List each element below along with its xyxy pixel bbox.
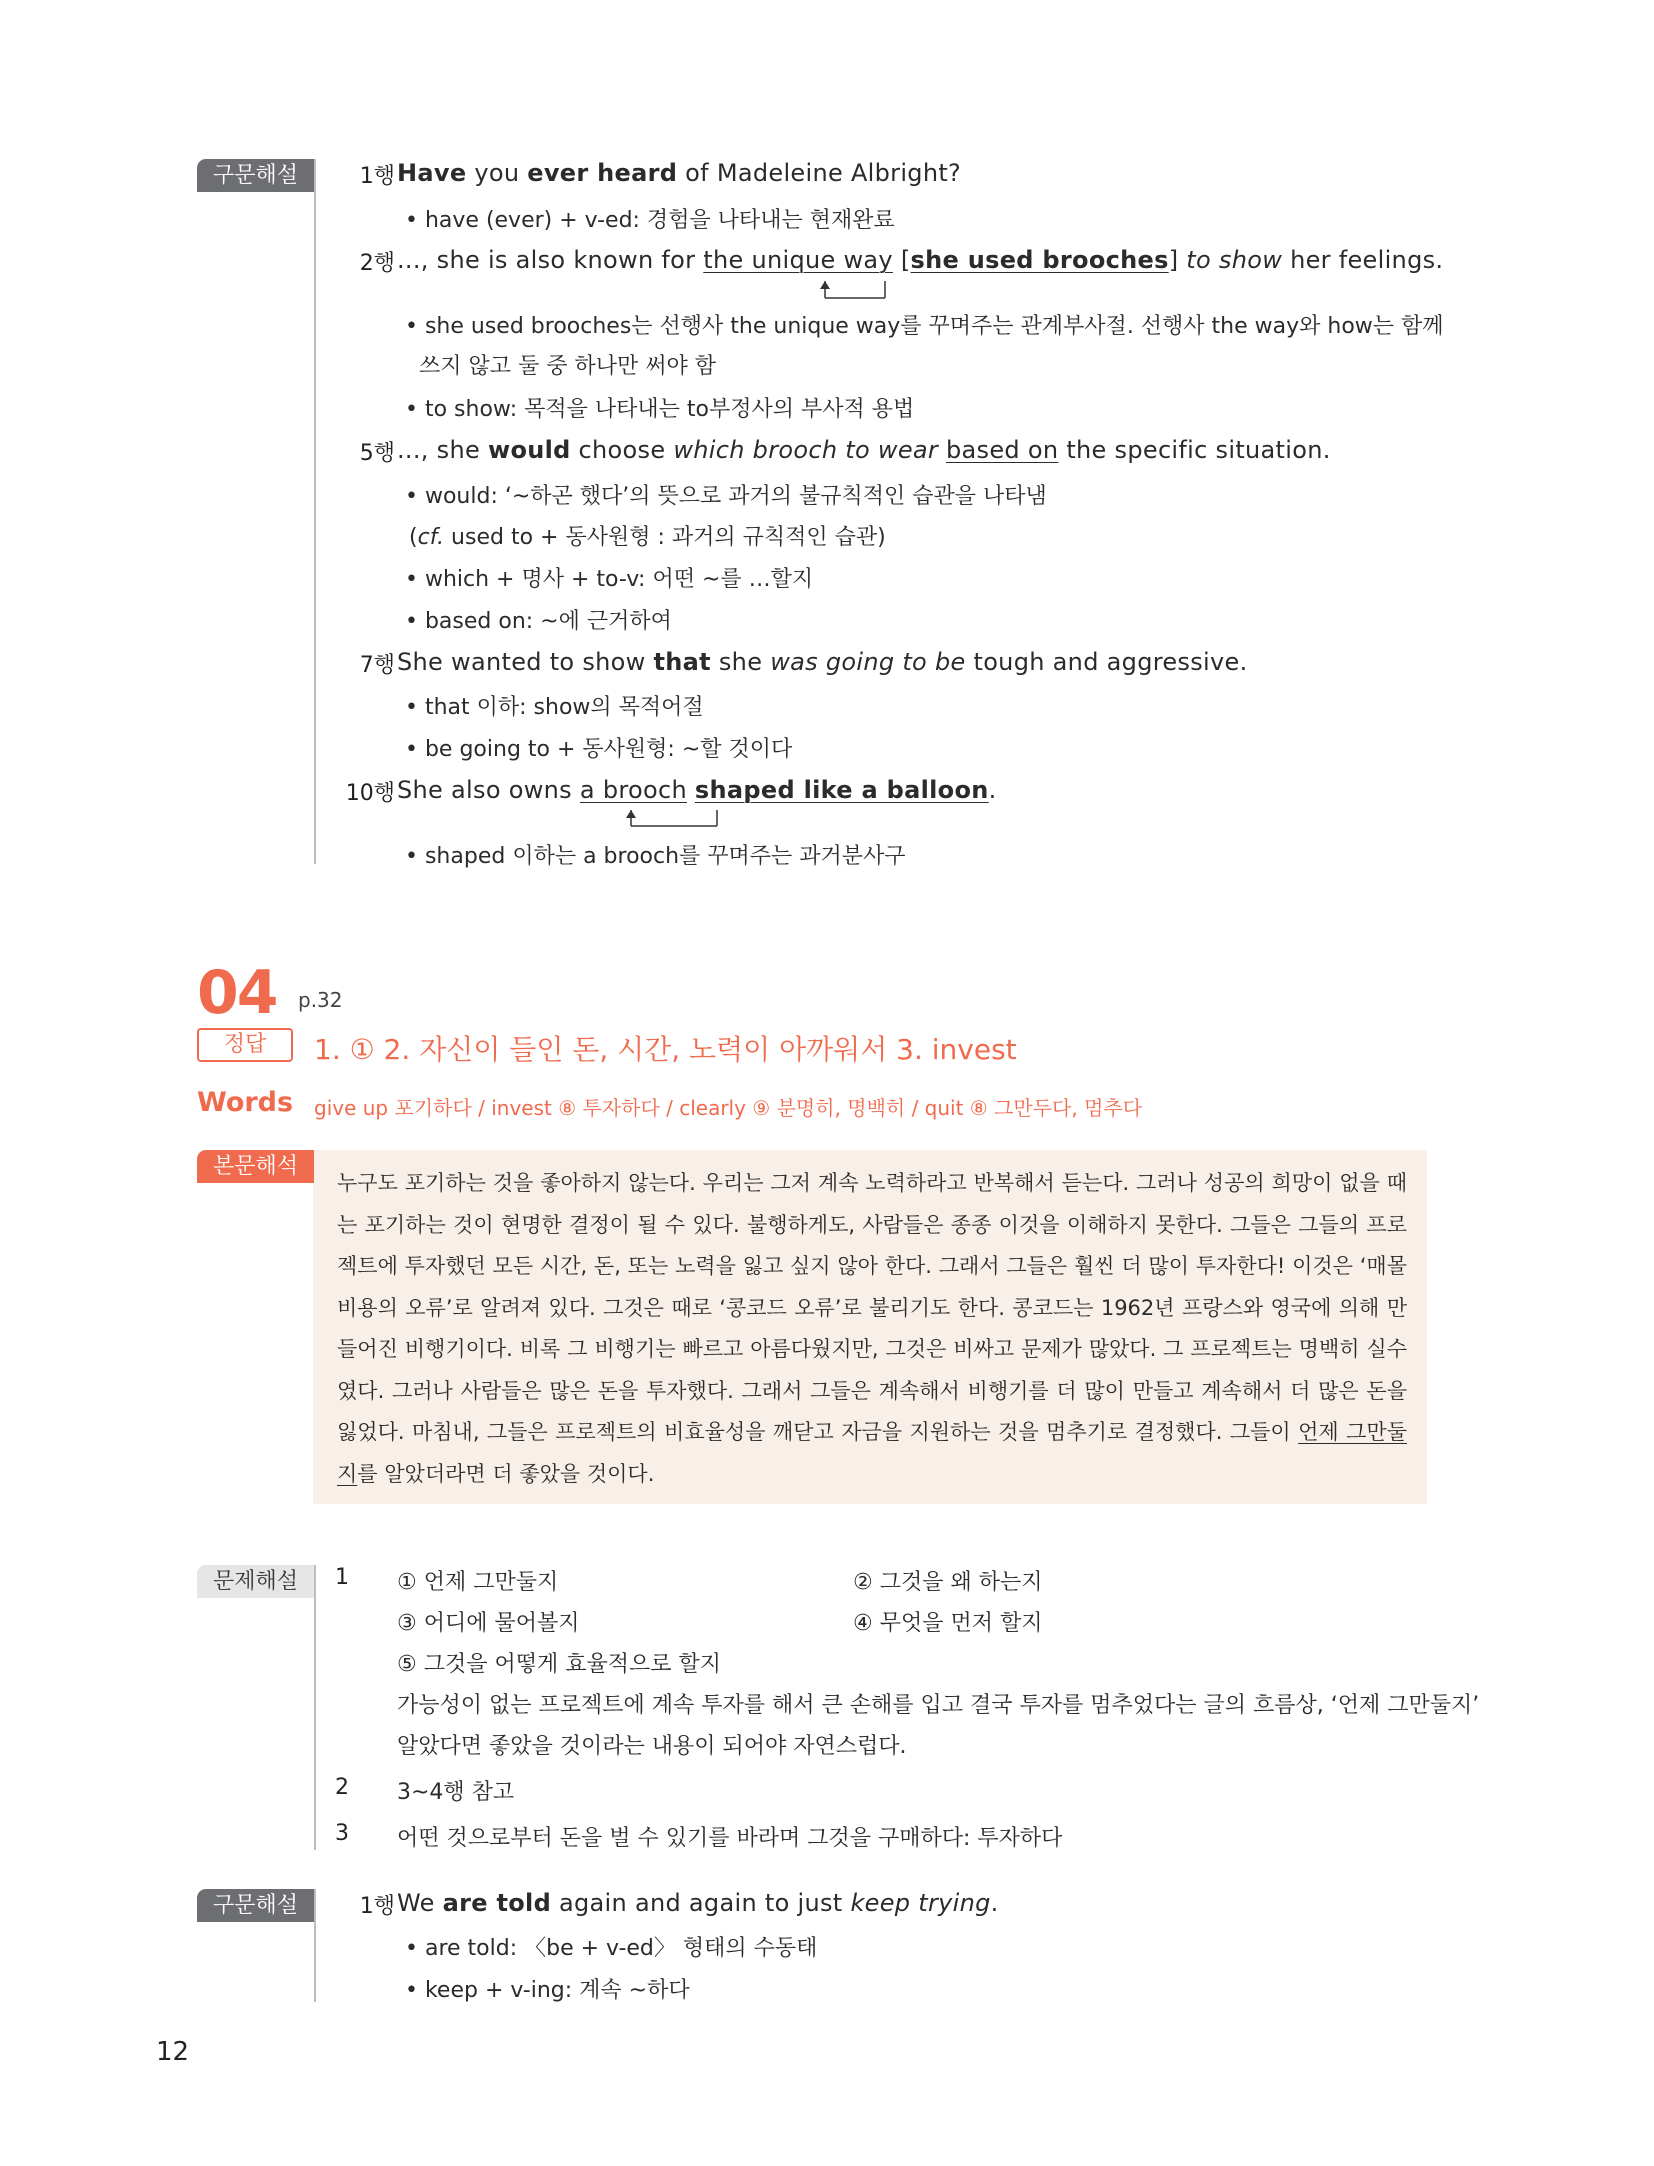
option: ⑤ 그것을 어떻게 효율적으로 할지: [397, 1652, 721, 1677]
explanation: 가능성이 없는 프로젝트에 계속 투자를 해서 큰 손해를 입고 결국 투자를 멈추었다는 글의 흐름상, ‘언제 그만둘지’: [397, 1693, 1480, 1718]
line-number: 10행: [345, 781, 395, 806]
question-number: 3: [335, 1821, 349, 1846]
problem-section: [197, 1565, 1497, 1855]
option: ② 그것을 왜 하는지: [853, 1570, 1043, 1595]
divider: [314, 159, 316, 864]
english-sentence: ..., she is also known for the unique way [she used brooches] to show her feelings.: [397, 246, 1444, 274]
modifier-arrow: [631, 810, 711, 834]
section-tag: 문제해설: [197, 1565, 314, 1598]
english-sentence: ..., she would choose which brooch to wear based on the specific situation.: [397, 436, 1331, 464]
english-sentence: She also owns a brooch shaped like a balloon.: [397, 776, 997, 804]
words-label: Words: [197, 1087, 294, 1118]
divider: [314, 1565, 316, 1850]
english-sentence: Have you ever heard of Madeleine Albright?: [397, 159, 962, 187]
section-tag: 본문해석: [197, 1150, 314, 1183]
section-tag: 구문해설: [197, 1889, 314, 1922]
answer-label: 정답: [197, 1028, 293, 1062]
page-number: 12: [156, 2037, 190, 2067]
line-number: 1행: [359, 1894, 395, 1919]
words-list: give up 포기하다 / invest ⑧ 투자하다 / clearly ⑨ 분명히, 명백히 / quit ⑧ 그만두다, 멈추다: [314, 1096, 1143, 1120]
modifier-arrow: [825, 281, 905, 305]
english-sentence: She wanted to show that she was going to be tough and aggressive.: [397, 648, 1248, 676]
syntax-section-1: 구문해설 1행 Have you ever heard of Madeleine Albright? • have (ever) + v-ed: 경험을 나타내는 현재완료 2행 ..., she is also known for the unique way [she used brooches] to show her feelings. • she used brooches는 선행사 the unique way를 꾸며주는 관계부사절. 선행사 the way와 how는 함께 쓰지 않고 둘 중 하나만 써야 함 • to show: 목적을 나타내는 to부정사의 부사적 용법 5행 ..., she would choose which brooch to wear based on the specific situation. • would: ‘~하곤 했다’의 뜻으로 과거의 불규칙적인 습관을 나타냄 (cf. used to + 동사원형 : 과거의 규칙적인 습관) • which + 명사 + to-v: 어떤 ~를 …할지 • based on: ~에 근거하여 7행 She wanted to show that she was going to be tough and aggressive. • that 이하: show의 목적어절 • be going to + 동사원형: ~할 것이다 10행 She also owns a brooch shaped like a balloon. • shaped 이하는 a brooch를 꾸며주는 과거분사구: [197, 159, 1497, 869]
explanation: 알았다면 좋았을 것이라는 내용이 되어야 자연스럽다.: [397, 1734, 907, 1759]
line-number: 7행: [359, 653, 395, 678]
line-number: 1행: [359, 164, 395, 189]
translation-text: 누구도 포기하는 것을 좋아하지 않는다. 우리는 그저 계속 노력하라고 반복해서 듣는다. 그러나 성공의 희망이 없을 때는 포기하는 것이 현명한 결정이 될 수 있다. 불행하게도, 사람들은 종종 이것을 이해하지 못한다. 그들은 그들의 프로젝트에 투자했던 모든 시간, 돈, 또는 노력을 잃고 싶지 않아 한다. 그래서 그들은 훨씬 더 많이 투자한다! 이것은 ‘매몰 비용의 오류’로 알려져 있다. 그것은 때로 ‘콩코드 오류’로 불리기도 한다. 콩코드는 1962년 프랑스와 영국에 의해 만들어진 비행기이다. 비록 그 비행기는 빠르고 아름다웠지만, 그것은 비싸고 문제가 많았다. 그 프로젝트는 명백히 실수였다. 그러나 사람들은 많은 돈을 투자했다. 그래서 그들은 계속해서 비행기를 더 많이 만들고 계속해서 더 많은 돈을 잃었다. 마침내, 그들은 프로젝트의 비효율성을 깨닫고 자금을 지원하는 것을 멈추기로 결정했다. 그들이 언제 그만둘지를 알았더라면 더 좋았을 것이다.: [337, 1171, 1407, 1486]
question-number: 1: [335, 1565, 349, 1590]
question-number: 2: [335, 1775, 349, 1800]
divider: [314, 1889, 316, 2002]
answers: 1. ① 2. 자신이 들인 돈, 시간, 노력이 아까워서 3. invest: [314, 1033, 1017, 1066]
unit-number: 04: [197, 958, 277, 1028]
syntax-section-2: 구문해설 1행 We are told again and again to just keep trying. • are told: 〈be + v-ed〉 형태의 수동태 • keep + v-ing: 계속 ~하다: [197, 1889, 1497, 2009]
option: ④ 무엇을 먼저 할지: [853, 1611, 1043, 1636]
explanation: 3~4행 참고: [397, 1780, 515, 1805]
line-number: 5행: [359, 441, 395, 466]
line-number: 2행: [359, 251, 395, 276]
option: ③ 어디에 물어볼지: [397, 1611, 580, 1636]
section-tag: 구문해설: [197, 159, 314, 192]
english-sentence: We are told again and again to just keep trying.: [397, 1889, 999, 1917]
explanation: 어떤 것으로부터 돈을 벌 수 있기를 바라며 그것을 구매하다: 투자하다: [397, 1826, 1063, 1851]
option: ① 언제 그만둘지: [397, 1570, 559, 1595]
page-reference: p.32: [298, 988, 343, 1012]
